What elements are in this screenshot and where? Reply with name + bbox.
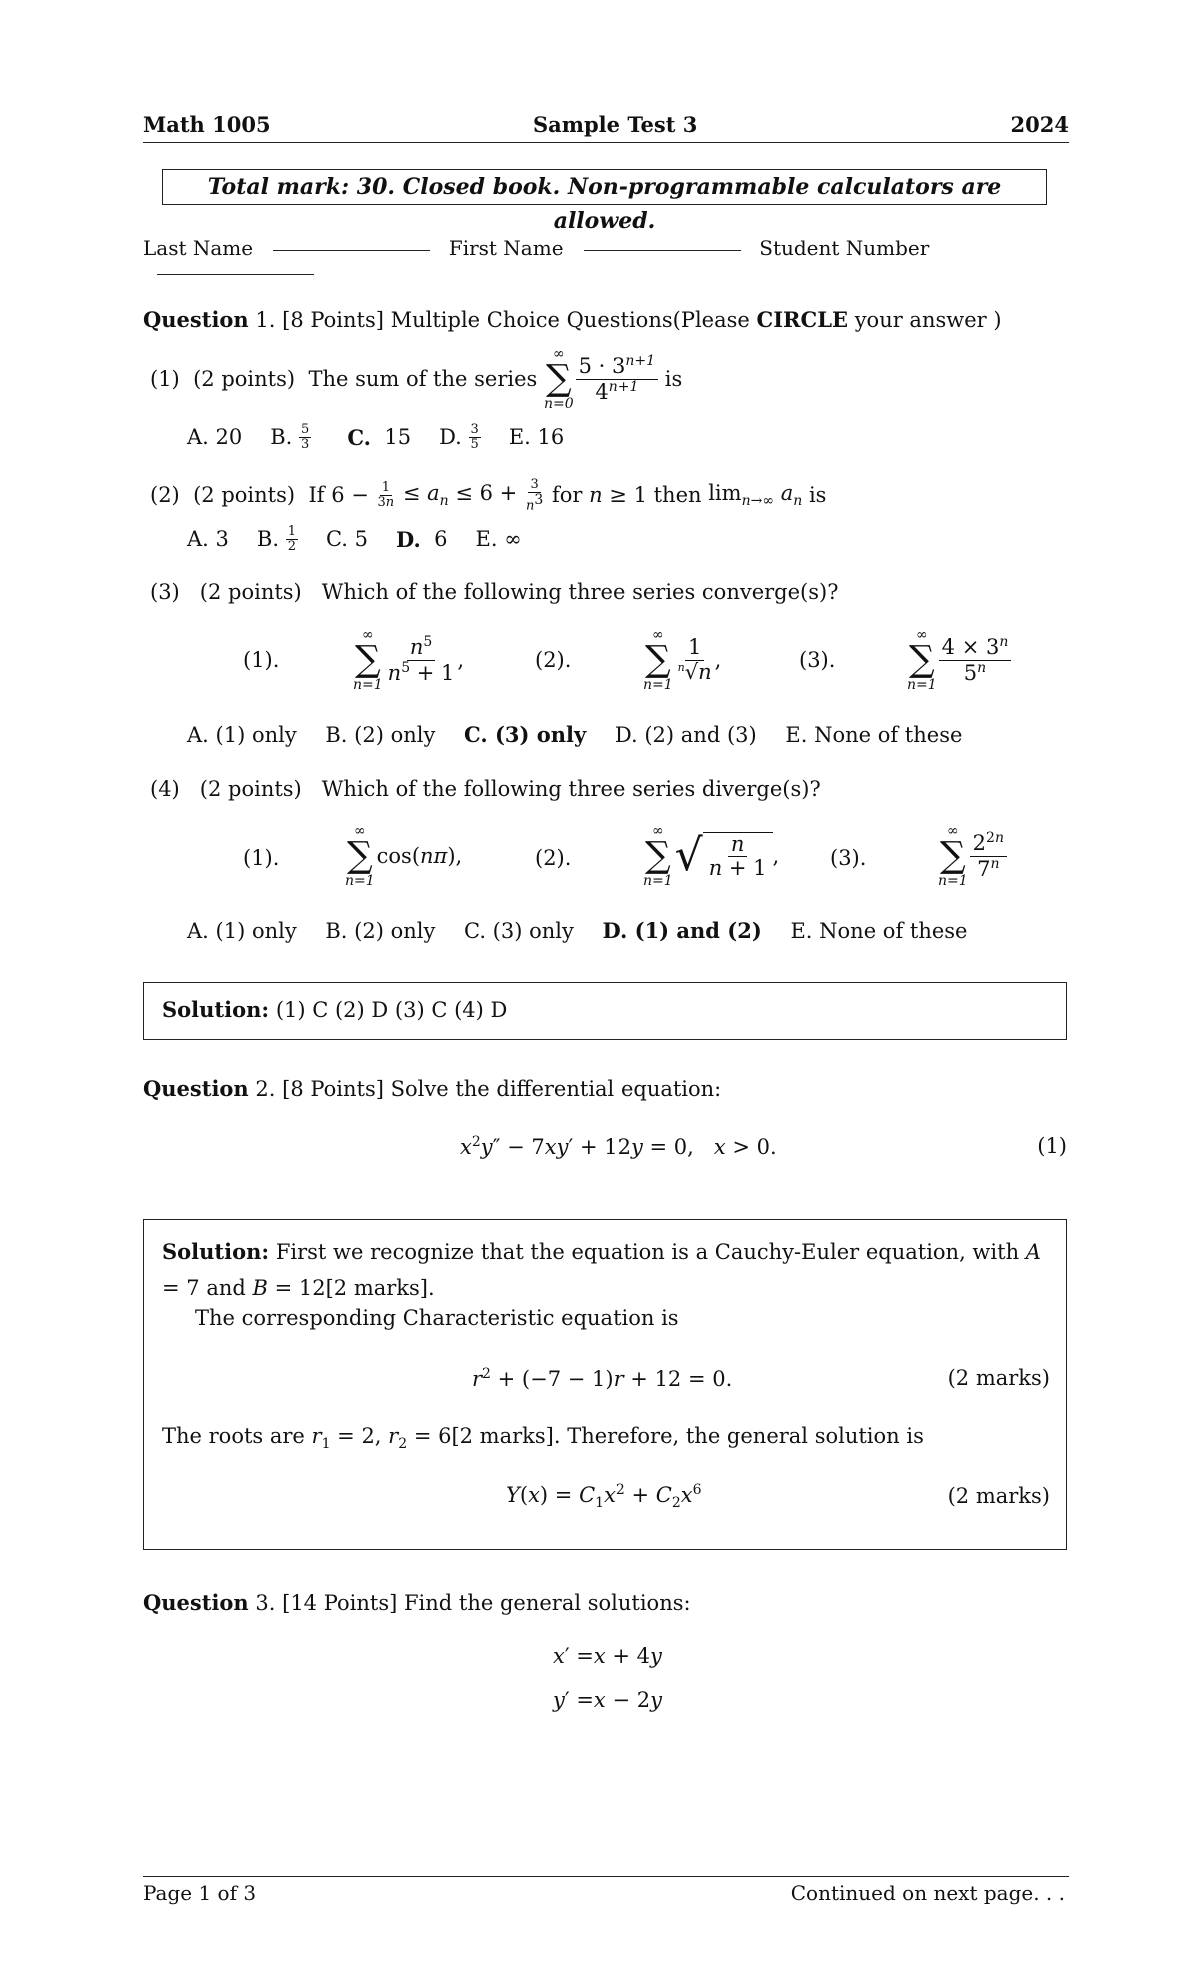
- fraction-1-3n: $\frac{1}{3n}$: [377, 480, 395, 510]
- series-term-fraction: $\frac{5 \cdot 3^{n+1}}{4^{n+1}}$: [576, 354, 658, 403]
- solution-line: The corresponding Characteristic equation is: [195, 1306, 679, 1330]
- series-item-label: (3).: [830, 846, 867, 870]
- question-number: 3.: [255, 1591, 276, 1615]
- series-cos: ∞ ∑ n=1 cos(nπ),: [345, 823, 463, 889]
- first-name-blank[interactable]: [584, 249, 741, 251]
- part-label: (3): [150, 580, 180, 604]
- option-c-selected[interactable]: C. (3) only: [464, 722, 587, 747]
- question-number: 1.: [255, 308, 276, 332]
- limit-expr: $\lim_{n\to\infty} a_n$: [708, 481, 803, 510]
- option-a[interactable]: A. (1) only: [187, 723, 297, 747]
- circle-word: CIRCLE: [756, 307, 848, 332]
- option-b[interactable]: B. (2) only: [325, 723, 436, 747]
- series-sqrt: ∞ ∑ n=1 √ $\frac{n}{n + 1}$ ,: [643, 823, 780, 889]
- option-e[interactable]: E. None of these: [790, 919, 968, 943]
- roots-post: [2 marks]. Therefore, the general solution is: [451, 1424, 924, 1448]
- option-d-selected[interactable]: D. (1) and (2): [602, 918, 762, 943]
- test-title: Sample Test 3: [533, 112, 698, 137]
- part-then: then: [653, 483, 702, 508]
- first-name-label: First Name: [448, 236, 564, 260]
- question-text: [14 Points] Find the general solutions:: [282, 1591, 691, 1615]
- question-intro: [8 Points] Multiple Choice Questions(Please: [282, 308, 750, 332]
- q1-part-3: [150, 580, 838, 604]
- part-points: (2 points): [193, 367, 296, 391]
- exam-instructions-box: Total mark: 30. Closed book. Non-programmable calculators are allowed.: [162, 169, 1047, 205]
- solution-line: First we recognize that the equation is a Cauchy-Euler equation, with: [275, 1240, 1020, 1264]
- question-intro-end: your answer ): [854, 308, 1002, 332]
- series-item-label: (3).: [799, 648, 836, 672]
- year: 2024: [1010, 112, 1069, 137]
- option-d-selected[interactable]: D.: [396, 526, 421, 552]
- option-c-selected[interactable]: C.: [347, 424, 371, 450]
- question-2-heading: [143, 1076, 721, 1101]
- option-a[interactable]: A. 3: [187, 527, 229, 552]
- q1-part-3-options: [187, 722, 962, 747]
- page-header: [143, 112, 1069, 143]
- sum-symbol: ∞ ∑ n=0: [543, 346, 574, 412]
- option-b[interactable]: B.: [270, 425, 293, 450]
- option-c[interactable]: C. (3) only: [464, 919, 574, 943]
- option-c[interactable]: C. 5: [325, 527, 368, 552]
- q1-part-2: (2) (2 points) If 6 − $\frac{1}{3n}$ ≤ $a_n \le 6$ + $\frac{3}{n^3}$ for n ≥ 1 then $\lim_{n\to\infty} a_n$ is: [150, 477, 827, 513]
- series-item-label: (1).: [243, 846, 280, 870]
- question-label: Question: [143, 1076, 249, 1101]
- option-b[interactable]: B.: [256, 527, 279, 552]
- part-label: (1): [150, 367, 180, 391]
- series-item-label: (1).: [243, 648, 280, 672]
- part-points: (2 points): [199, 777, 302, 801]
- part-label: (4): [150, 777, 180, 801]
- part-is: is: [664, 367, 683, 391]
- series-3: ∞ ∑ n=1 $\frac{4 \times 3^n}{5^n}$: [907, 628, 1011, 692]
- question-text: [8 Points] Solve the differential equation:: [282, 1077, 722, 1101]
- part-text: Which of the following three series converge(s)?: [321, 580, 839, 604]
- solution-label: Solution:: [162, 997, 270, 1022]
- question-label: Question: [143, 1590, 249, 1615]
- marks-note: [2 marks].: [325, 1276, 435, 1300]
- q1-part-3-series: [243, 628, 1043, 698]
- differential-equation: $x^2y'' - 7xy' + 12y = 0$, x > 0.: [460, 1134, 777, 1159]
- option-e[interactable]: E. 16: [508, 425, 565, 450]
- course-code: Math 1005: [143, 112, 271, 137]
- option-a[interactable]: A. 20: [187, 425, 243, 450]
- part-is: is: [808, 483, 827, 508]
- question-number: 2.: [255, 1077, 276, 1101]
- fraction-5-3: 5 3: [301, 422, 310, 452]
- series-1: ∞ ∑ n=1 $\frac{n^5}{n^5 + 1}$ ,: [353, 627, 465, 693]
- page-number: Page 1 of 3: [143, 1881, 257, 1905]
- q1-part-4-options: [187, 918, 967, 943]
- roots-pre: The roots are: [162, 1424, 305, 1448]
- option-a[interactable]: A. (1) only: [187, 919, 297, 943]
- fraction-3-5: 3 5: [470, 422, 479, 452]
- fraction-1-2: 1 2: [287, 524, 296, 554]
- solution-label: Solution:: [162, 1239, 270, 1264]
- solution-1-box: [143, 982, 1067, 1040]
- last-name-label: Last Name: [143, 236, 254, 260]
- last-name-blank[interactable]: [273, 249, 430, 251]
- q1-part-4-series: [243, 824, 1043, 896]
- series-item-label: (2).: [535, 846, 572, 870]
- equation-tag: (1): [1037, 1134, 1067, 1158]
- part-points: (2 points): [193, 483, 296, 508]
- question-label: Question: [143, 307, 249, 332]
- fraction-3-n3: $\frac{3}{n^3}$: [525, 477, 544, 513]
- q1-part-1: [150, 347, 682, 411]
- solution-text: (1) C (2) D (3) C (4) D: [275, 998, 508, 1022]
- marks-tag: (2 marks): [947, 1484, 1050, 1508]
- and-word: and: [206, 1276, 246, 1300]
- solution-2-intro: Solution: First we recognize that the equation is a Cauchy-Euler equation, with A = 7 and B = 12[2 marks].: [162, 1239, 1041, 1300]
- system-equation-1: x′ =x + 4y: [553, 1644, 662, 1668]
- q1-part-2-options: [187, 525, 522, 553]
- part-points: (2 points): [199, 580, 302, 604]
- q1-part-4: [150, 777, 821, 801]
- option-e[interactable]: E. ∞: [475, 527, 522, 552]
- part-text: The sum of the series: [308, 367, 538, 391]
- inequality: 6 −: [331, 483, 376, 508]
- option-e[interactable]: E. None of these: [785, 723, 963, 747]
- series-exp: ∞ ∑ n=1 $\frac{2^{2n}}{7^n}$: [938, 824, 1007, 888]
- question-1-heading: [143, 307, 1002, 332]
- student-number-label: Student Number: [759, 236, 930, 260]
- option-b[interactable]: B. (2) only: [325, 919, 436, 943]
- option-d[interactable]: D.: [439, 425, 462, 450]
- part-if: If: [308, 483, 325, 508]
- student-number-blank[interactable]: [157, 273, 314, 275]
- question-3-heading: [143, 1590, 691, 1615]
- option-c-value: 15: [384, 425, 412, 450]
- part-text: Which of the following three series diverge(s)?: [321, 777, 821, 801]
- option-d-value: 6: [434, 527, 448, 552]
- part-for: for: [551, 483, 583, 508]
- roots-line: The roots are $r_1 = 2$, $r_2 = 6[2$ marks]. Therefore, the general solution is: [162, 1424, 924, 1453]
- page-footer: [143, 1876, 1069, 1905]
- general-solution: $Y(x) = C_1x^2 + C_2x^6$: [506, 1482, 702, 1512]
- series-item-label: (2).: [535, 648, 572, 672]
- q1-part-1-options: [187, 423, 564, 451]
- characteristic-equation: $r^2 + (-7 - 1)r + 12 = 0$.: [472, 1366, 733, 1391]
- student-info-row: [143, 236, 1073, 284]
- solution-2-box: [143, 1219, 1067, 1550]
- marks-tag: (2 marks): [947, 1366, 1050, 1390]
- series-2: ∞ ∑ n=1 $\frac{1}{^n√n}$ ,: [643, 627, 722, 693]
- system-equation-2: y′ =x − 2y: [553, 1688, 662, 1712]
- part-label: (2): [150, 483, 180, 508]
- continued-note: Continued on next page. . .: [790, 1881, 1065, 1905]
- option-d[interactable]: D. (2) and (3): [614, 723, 757, 747]
